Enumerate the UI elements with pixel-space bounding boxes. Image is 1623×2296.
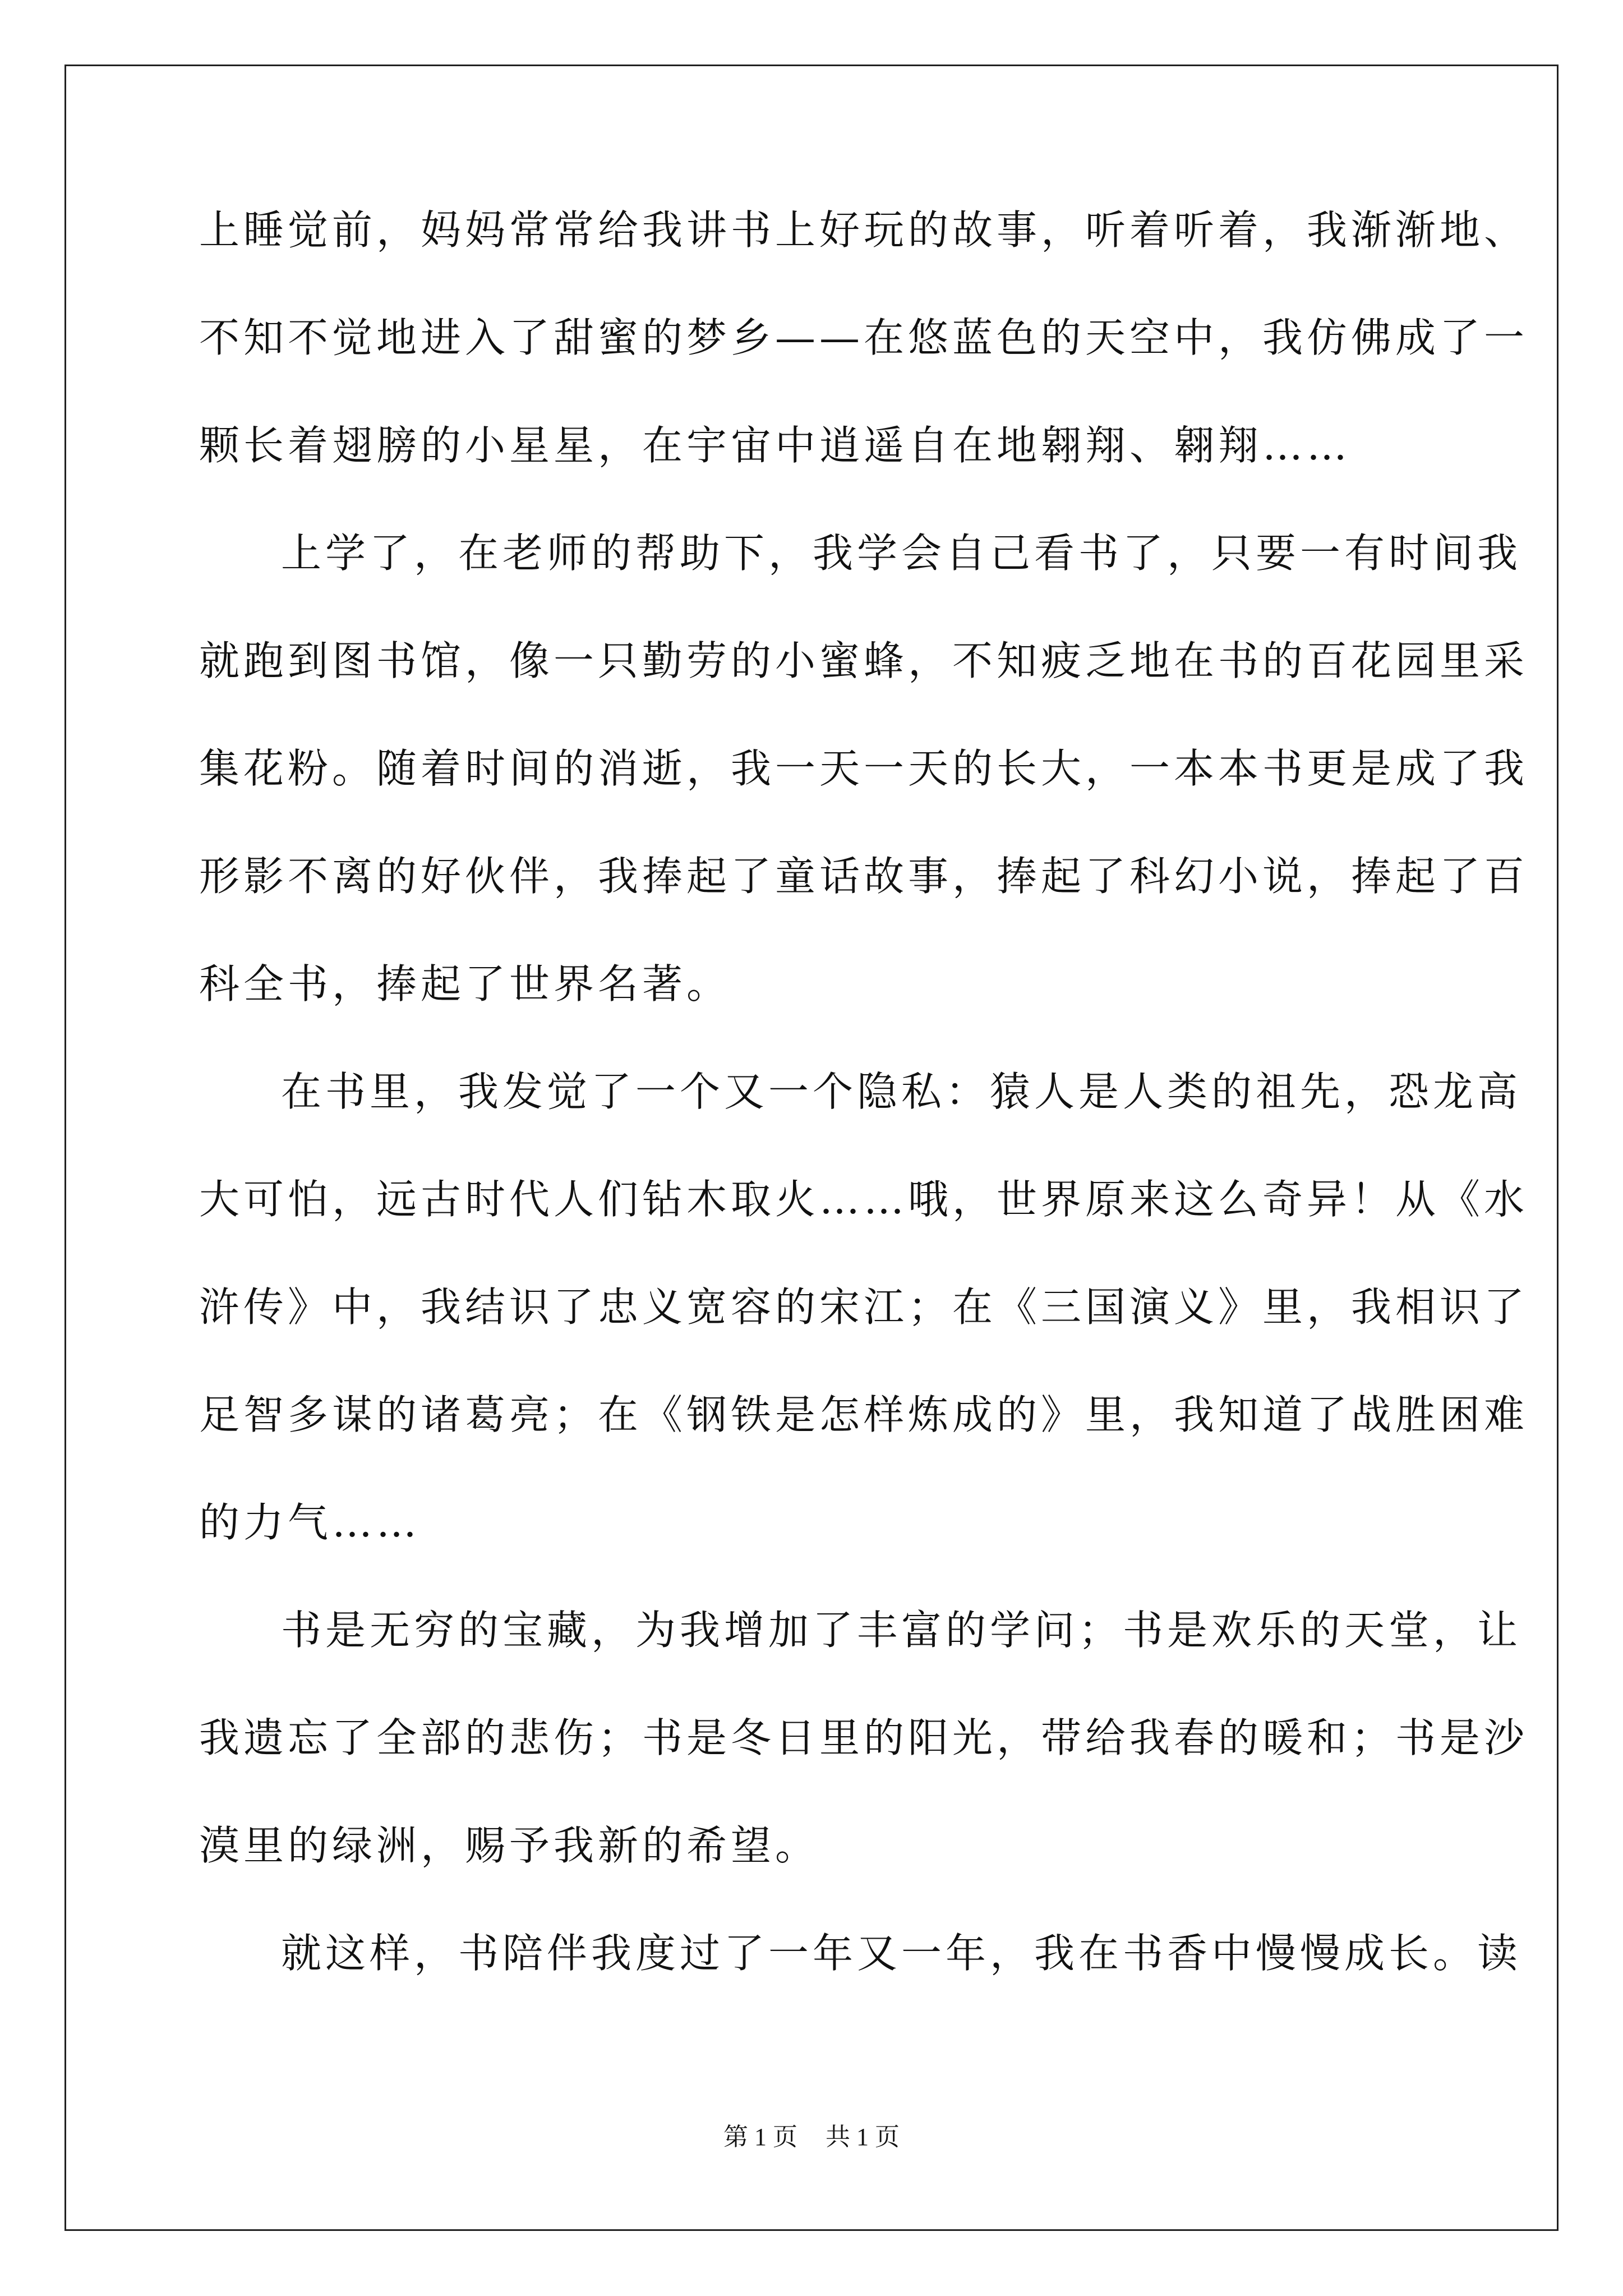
text-line: 上睡觉前，妈妈常常给我讲书上好玩的故事，听着听着，我渐渐地、 xyxy=(199,206,1529,254)
text-line: 不知不觉地进入了甜蜜的梦乡——在悠蓝色的天空中，我仿佛成了一 xyxy=(199,314,1529,361)
page-number: 第 1 页 xyxy=(723,2123,797,2151)
document-body xyxy=(199,203,1529,2034)
paragraph-start-line: 在书里，我发觉了一个又一个隐私：猿人是人类的祖先，恐龙高 xyxy=(281,1068,1522,1115)
text-line: 颗长着翅膀的小星星，在宇宙中逍遥自在地翱翔、翱翔…… xyxy=(199,422,1352,469)
text-line: 形影不离的好伙伴，我捧起了童话故事，捧起了科幻小说，捧起了百 xyxy=(199,853,1529,900)
paragraph-start-line: 就这样，书陪伴我度过了一年又一年，我在书香中慢慢成长。读 xyxy=(281,1930,1522,1977)
text-line: 浒传》中，我结识了忠义宽容的宋江；在《三国演义》里，我相识了 xyxy=(199,1283,1529,1331)
page-total: 共 1 页 xyxy=(826,2123,900,2151)
text-line: 集花粉。随着时间的消逝，我一天一天的长大，一本本书更是成了我 xyxy=(199,745,1529,792)
text-line: 漠里的绿洲，赐予我新的希望。 xyxy=(199,1822,820,1869)
text-line: 我遗忘了全部的悲伤；书是冬日里的阳光，带给我春的暖和；书是沙 xyxy=(199,1714,1529,1761)
text-line: 大可怕，远古时代人们钻木取火……哦，世界原来这么奇异！从《水 xyxy=(199,1176,1529,1223)
paragraph-start-line: 书是无穷的宝藏，为我增加了丰富的学问；书是欢乐的天堂，让 xyxy=(281,1607,1522,1654)
text-line: 科全书，捧起了世界名著。 xyxy=(199,960,731,1007)
paragraph-start-line: 上学了，在老师的帮助下，我学会自己看书了，只要一有时间我 xyxy=(281,530,1522,577)
page-footer xyxy=(0,2123,1623,2151)
text-line: 足智多谋的诸葛亮；在《钢铁是怎样炼成的》里，我知道了战胜困难 xyxy=(199,1391,1529,1438)
text-line: 的力气…… xyxy=(199,1499,421,1546)
text-line: 就跑到图书馆，像一只勤劳的小蜜蜂，不知疲乏地在书的百花园里采 xyxy=(199,637,1529,684)
